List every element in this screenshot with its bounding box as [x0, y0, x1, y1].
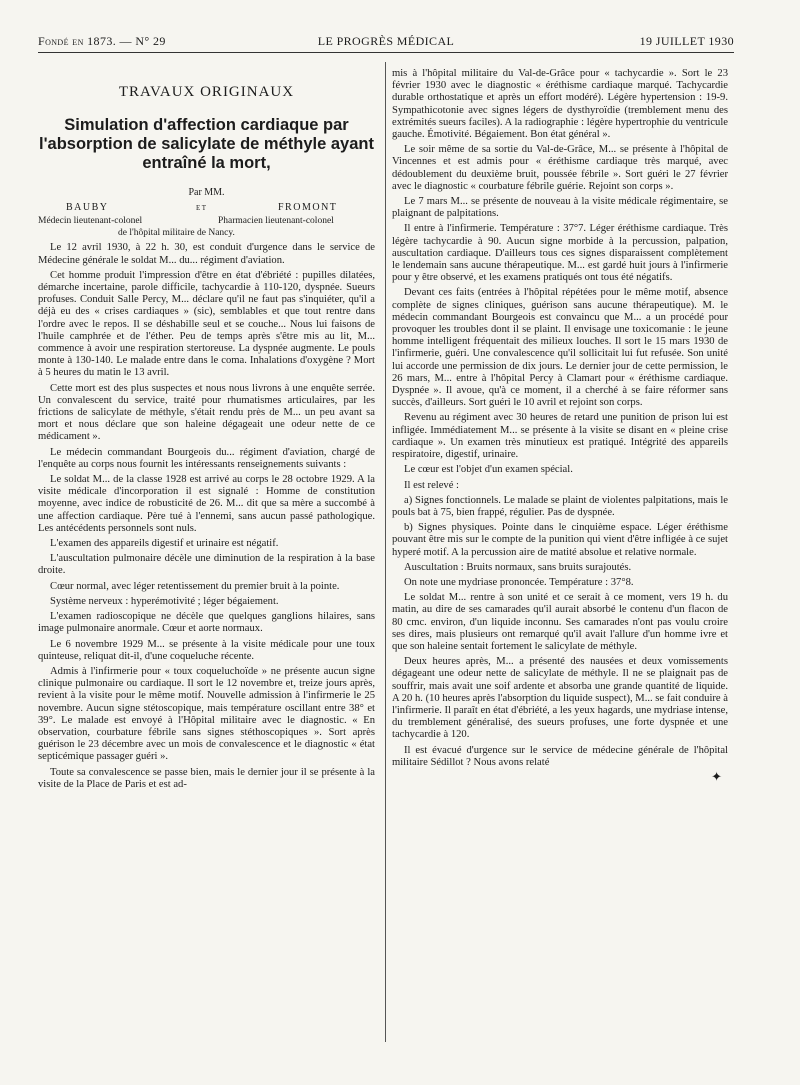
column-divider	[385, 62, 386, 1042]
author-fromont: FROMONT	[278, 202, 338, 214]
paragraph: Le soldat M... de la classe 1928 est arrivé au corps le 28 octobre 1929. A la visite médicale d'incorporation il est signalé : Homme de constitution moyenne, avec indice de robusticité de 26. M... dit que sa mère a succombé à une affection cardiaque. Père tué à l'ennemi, sans aucun passé pathologique. Les antécédents personnels sont nuls.	[38, 474, 375, 534]
paragraph: On note une mydriase prononcée. Température : 37°8.	[404, 576, 634, 588]
affiliation-hospital: de l'hôpital militaire de Nancy.	[118, 228, 235, 239]
article-title: Simulation d'affection cardiaque par l'absorption de salicylate de méthyle ayant entraîné la mort,	[39, 116, 374, 173]
end-ornament: ✦	[711, 768, 722, 784]
paragraph: Il entre à l'infirmerie. Température : 37°7. Léger éréthisme cardiaque. Très légère tachycardie à 90. Aucun signe morbide à la percussion, palpation, auscultation cardiaque. D'ailleurs tous ces signes disparaissent complètement le lendemain sans aucune thérapeutique. M... est gardé huit jours à l'infirmerie pour y être observé, et les examens pratiqués ont tous été négatifs.	[392, 223, 728, 284]
right-column	[392, 68, 728, 1045]
paragraph: Revenu au régiment avec 30 heures de retard une punition de prison lui est infligée. Immédiatement M... se présente à la visite se disant en « pleine crise cardiaque ». Un examen très minutieux est pratiqué. Intégrité des appareils respiratoire, digestif, urinaire.	[392, 412, 728, 461]
paragraph: Le 6 novembre 1929 M... se présente à la visite médicale pour une toux quinteuse, reliquat dit-il, d'une coqueluche récente.	[38, 638, 375, 662]
paragraph: Cœur normal, avec léger retentissement du premier bruit à la pointe.	[50, 580, 340, 592]
right-body	[392, 68, 728, 769]
paragraph: mis à l'hôpital militaire du Val-de-Grâce pour « tachycardie ». Sort le 23 février 1930 avec le diagnostic « éréthisme cardiaque marqué. Tachycardie durable orthostatique et après un effort modéré). Légère hypertension : 19-9. Sympathicotonie avec signes légers de dysthyroïdie (tremblement menu des extrémités sueurs faciles). A la radiographie : légère hypertrophie du ventricule gauche. Émotivité. Bégaiement. Bon état général ».	[392, 68, 728, 141]
section-title: TRAVAUX ORIGINAUX	[118, 84, 295, 100]
paragraph: Cet homme produit l'impression d'être en état d'ébriété : pupilles dilatées, démarche incertaine, parole difficile, tachycardie à 110-120, dyspnée. Sueurs profuses. Conduit Salle Percy, M... déclare qu'il ne faut pas s'inquiéter, qu'il a déjà eu des « crises cardiaques » (sic), semblables et que tout rentre dans l'ordre avec le repos. Il se déshabille seul et se couche... Nous lui faisons de l'huile camphrée et de l'éther. Peu de temps après s'être mis au lit, M... commence à avoir une respiration stertoreuse. La dyspnée augmente. Le pouls monte à 130-140. Le malade entre dans le coma. Inhalations d'oxygène ? Mort à 5 heures du matin le 13 avril.	[38, 269, 375, 379]
author-bauby: BAUBY	[66, 202, 109, 214]
paragraph: Toute sa convalescence se passe bien, mais le dernier jour il se présente à la visite de la Place de Paris et est ad-	[38, 766, 375, 790]
running-header	[38, 34, 734, 52]
header-founded: Fondé en 1873. — N° 29	[38, 34, 166, 48]
paragraph: L'examen radioscopique ne décèle que quelques ganglions hilaires, sans image pulmonaire anormale. Cœur et aorte normaux.	[38, 611, 375, 635]
paragraph: Deux heures après, M... a présenté des nausées et deux vomissements dégageant une odeur nette de salicylate de méthyle. Il ne se plaignait pas de souffrir, mais avait une soif ardente et absorba une grande quantité de liquide. A 20 h. (10 heures après l'absorption du liquide suspect), M... se fait conduire à l'infirmerie. Il paraît en état d'ébriété, a les yeux hagards, une mydriase intense, du tremblement généralisé, des sueurs profuses, une forte dyspnée et une tachycardie à 120.	[392, 656, 728, 741]
paragraph: L'examen des appareils digestif et urinaire est négatif.	[50, 538, 279, 550]
paragraph: b) Signes physiques. Pointe dans le cinquième espace. Léger éréthisme pouvant être mis sur le compte de la punition qui vient d'être infligée à ce sujet hyperé motif. A la percussion aire de matité absolue et relative normale.	[392, 522, 728, 558]
paragraph: Le 7 mars M... se présente de nouveau à la visite médicale régimentaire, se plaignant de palpitations.	[392, 196, 728, 220]
paragraph: Le cœur est l'objet d'un examen spécial.	[404, 464, 573, 476]
authors-line	[38, 202, 375, 215]
paragraph: Le médecin commandant Bourgeois du... régiment d'aviation, chargé de l'enquête au corps nous fournit les intéressants renseignements suivants :	[38, 446, 375, 470]
paragraph: Le soldat M... rentre à son unité et ce serait à ce moment, vers 19 h. du matin, au dire de ses camarades qu'il aurait absorbé le contenu d'un flacon de 80 cmc. environ, d'un liquide inconnu. Ses camarades n'ont pas voulu croire ses dires, mais plusieurs ont remarqué qu'il avait l'allure d'un homme ivre et que son haleine sentait fortement le salicylate de méthyle.	[392, 592, 728, 652]
paragraph: Système nerveux : hyperémotivité ; léger bégaiement.	[50, 595, 279, 607]
paragraph: L'auscultation pulmonaire décèle une diminution de la respiration à la base droite.	[38, 553, 375, 577]
header-journal-title: LE PROGRÈS MÉDICAL	[317, 34, 455, 48]
paragraph: Devant ces faits (entrées à l'hôpital répétées pour le même motif, absence complète de signes cliniques, guérison sans aucune thérapeutique). M. le médecin commandant Bourgeois est convaincu que M... a un procédé pour provoquer les troubles dont il se plaint. Il envisage une toxicomanie : le jeune homme intelligent fréquentait des milieux louches. Il sort le 15 mars 1930 de l'infirmerie, guéri. Une convalescence qu'il sollicitait lui fut refusée. Son unité lui accorde une permission de dix jours. Le dernier jour de cette permission, le 26 mars, M... entre à l'hôpital Percy à Clamart pour « éréthisme cardiaque. Dyspnée ». Il avoue, qu'à ce moment, il a cherché à se faire réformer sans succès, d'ailleurs. Sort guéri le 10 avril et rejoint son corps.	[392, 287, 728, 409]
author-conjunction: et	[196, 202, 208, 214]
paragraph: Auscultation : Bruits normaux, sans bruits surajoutés.	[404, 561, 632, 573]
paragraph: Il est évacué d'urgence sur le service de médecine générale de l'hôpital militaire Sédillot ? Nous avons relaté	[392, 744, 728, 768]
paragraph: Il est relevé :	[404, 479, 460, 491]
affiliation-fromont: Pharmacien lieutenant-colonel	[218, 216, 334, 227]
paragraph: Le 12 avril 1930, à 22 h. 30, est conduit d'urgence dans le service de Médecine générale le soldat M... du... régiment d'aviation.	[38, 242, 375, 266]
affiliations	[38, 215, 375, 239]
header-date: 19 JUILLET 1930	[639, 34, 734, 48]
left-body	[38, 242, 375, 791]
paragraph: Admis à l'infirmerie pour « toux coqueluchoïde » ne présente aucun signe clinique pulmonaire ou cardiaque. Il sort le 12 novembre et, treize jours après, revient à la visite pour le même motif. Nouvelle admission à l'infirmerie le 25 novembre. Aucun signe stétoscopique, mais température oscillant entre 38° et 39°. Le malade est envoyé à l'Hôpital militaire avec le diagnostic. « En observation, courbature fébrile sans signes stéthoscopiques ». Sort après guérison le 23 décembre avec un mois de convalescence et le diagnostic « état septicémique passager guéri ».	[38, 665, 375, 763]
byline-par: Par MM.	[188, 187, 225, 199]
paragraph: Le soir même de sa sortie du Val-de-Grâce, M... se présente à l'hôpital de Vincennes et est admis pour « éréthisme cardiaque très marqué, avec dédoublement du deuxième bruit, poussée fébrile ». Sort guéri le 27 février avec le diagnostic « courbature fébrile guérie. Rejoint son corps ».	[392, 144, 728, 192]
left-column	[38, 68, 375, 1045]
paragraph: Cette mort est des plus suspectes et nous nous livrons à une enquête serrée. Un convalescent du service, traité pour rhumatismes articulaires, par les frictions de salicylate de méthyle, s'était rendu près de M... un peu avant sa mort et nous déclare que son haleine dégageait une odeur nette de ce médicament ».	[38, 382, 375, 443]
affiliation-bauby: Médecin lieutenant-colonel	[38, 216, 143, 227]
paragraph: a) Signes fonctionnels. Le malade se plaint de violentes palpitations, mais le pouls bat à 75, bien frappé, régulier. Pas de dyspnée.	[392, 494, 728, 518]
header-rule	[38, 52, 734, 53]
